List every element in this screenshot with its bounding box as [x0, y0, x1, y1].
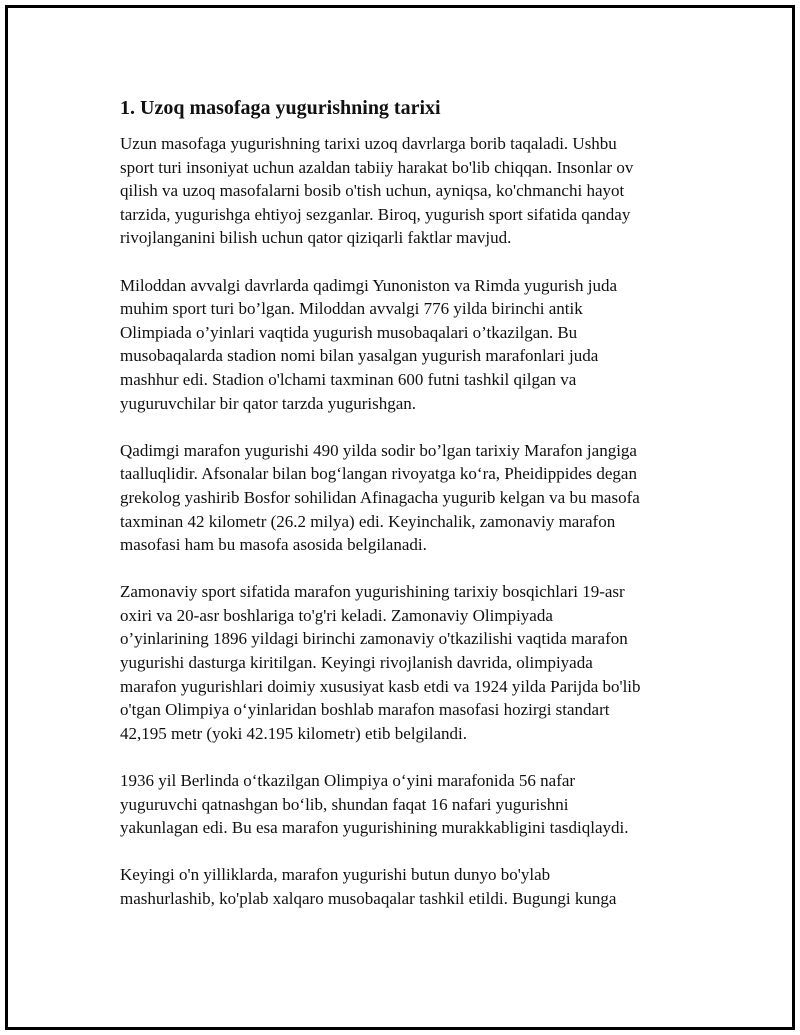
paragraph — [120, 863, 692, 910]
paragraph-line: qilish va uzoq masofalarni bosib o'tish uchun, ayniqsa, ko'chmanchi hayot — [120, 181, 625, 201]
paragraph-line: yugurishi dasturga kiritilgan. Keyingi rivojlanish davrida, olimpiyada — [120, 653, 593, 673]
paragraph-line: mashhur edi. Stadion o'lchami taxminan 600 futni tashkil qilgan va — [120, 369, 577, 389]
paragraph-line: Qadimgi marafon yugurishi 490 yilda sodir bo’lgan tarixiy Marafon jangiga — [120, 440, 637, 460]
paragraph-line: tarzida, yugurishga ehtiyoj sezganlar. Biroq, yugurish sport sifatida qanday — [120, 204, 631, 224]
paragraph-line: Olimpiada o’yinlari vaqtida yugurish musobaqalari o’tkazilgan. Bu — [120, 322, 578, 342]
paragraph-line: yuguruvchi qatnashgan bo‘lib, shundan faqat 16 nafari yugurishni — [120, 794, 569, 814]
paragraph-line: yakunlagan edi. Bu esa marafon yugurishining murakkabligini tasdiqlaydi. — [120, 818, 629, 838]
paragraph — [120, 132, 692, 250]
paragraph-line: o’yinlarining 1896 yildagi birinchi zamonaviy o'tkazilishi vaqtida marafon — [120, 629, 628, 649]
paragraph — [120, 439, 692, 557]
paragraph-line: taalluqlidir. Afsonalar bilan bog‘langan rivoyatga ko‘ra, Pheidippides degan — [120, 464, 637, 484]
paragraph-line: masofasi ham bu masofa asosida belgilanadi. — [120, 535, 427, 555]
paragraphs-container — [120, 132, 692, 911]
paragraph-line: rivojlanganini bilish uchun qator qiziqarli faktlar mavjud. — [120, 228, 512, 248]
page-frame — [5, 5, 795, 1030]
paragraph-line: sport turi insoniyat uchun azaldan tabiiy harakat bo'lib chiqqan. Insonlar ov — [120, 157, 634, 177]
paragraph-line: Zamonaviy sport sifatida marafon yugurishining tarixiy bosqichlari 19-asr — [120, 582, 625, 602]
paragraph-line: muhim sport turi bo’lgan. Miloddan avvalgi 776 yilda birinchi antik — [120, 299, 583, 319]
paragraph-line: Miloddan avvalgi davrlarda qadimgi Yunoniston va Rimda yugurish juda — [120, 275, 618, 295]
paragraph-line: Keyingi o'n yilliklarda, marafon yugurishi butun dunyo bo'ylab — [120, 865, 551, 885]
paragraph-line: marafon yugurishlari doimiy xususiyat kasb etdi va 1924 yilda Parijda bo'lib — [120, 676, 641, 696]
section-heading: 1. Uzoq masofaga yugurishning tarixi — [120, 97, 441, 119]
paragraph-line: grekolog yashirib Bosfor sohilidan Afinagacha yugurib kelgan va bu masofa — [120, 487, 640, 507]
paragraph-line: taxminan 42 kilometr (26.2 milya) edi. Keyinchalik, zamonaviy marafon — [120, 511, 616, 531]
paragraph-line: musobaqalarda stadion nomi bilan yasalgan yugurish marafonlari juda — [120, 346, 599, 366]
paragraph — [120, 274, 692, 416]
paragraph-line: yuguruvchilar bir qator tarzda yugurishgan. — [120, 393, 416, 413]
paragraph-line: 1936 yil Berlinda o‘tkazilgan Olimpiya o‘yini marafonida 56 nafar — [120, 771, 576, 791]
document-body — [120, 94, 692, 934]
paragraph-line: o'tgan Olimpiya o‘yinlaridan boshlab marafon masofasi hozirgi standart — [120, 700, 610, 720]
paragraph — [120, 769, 692, 840]
paragraph-line: mashurlashib, ko'plab xalqaro musobaqalar tashkil etildi. Bugungi kunga — [120, 889, 617, 908]
paragraph-line: 42,195 metr (yoki 42.195 kilometr) etib belgilandi. — [120, 723, 468, 743]
paragraph-line: oxiri va 20-asr boshlariga to'g'ri keladi. Zamonaviy Olimpiyada — [120, 605, 553, 625]
paragraph-line: Uzun masofaga yugurishning tarixi uzoq davrlarga borib taqaladi. Ushbu — [120, 134, 617, 153]
paragraph — [120, 580, 692, 745]
